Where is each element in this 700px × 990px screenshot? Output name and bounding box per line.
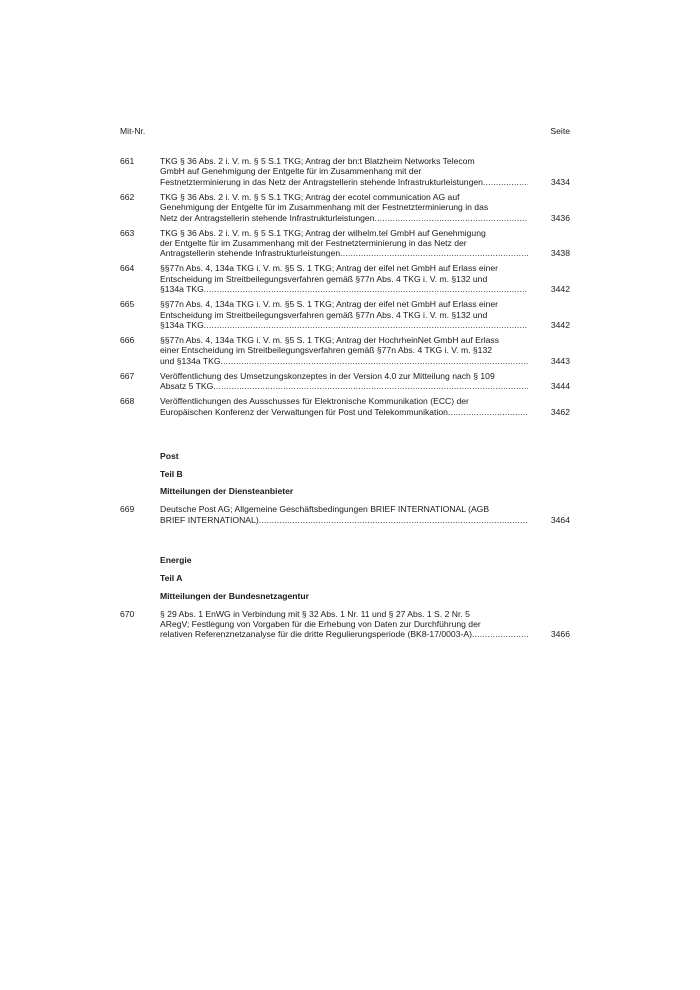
entry-title-last-line [160, 515, 528, 525]
entry-page-number: 3434 [550, 176, 570, 187]
entry-title-last-line [160, 320, 528, 330]
entry-title-last-line [160, 248, 528, 258]
entry-title-line: TKG § 36 Abs. 2 i. V. m. § 5 S.1 TKG; Antrag der bn:t Blatzheim Networks Telecom [160, 156, 475, 166]
toc-entry [120, 299, 570, 330]
entry-page-number: 3436 [550, 212, 570, 223]
toc-entry [120, 504, 570, 525]
dot-leader [213, 381, 528, 391]
entry-title-line: Veröffentlichungen des Ausschusses für Elektronische Kommunikation (ECC) der [160, 396, 469, 407]
section-energie-heading [160, 552, 570, 605]
toc-entry [120, 156, 570, 187]
entry-number: 662 [120, 191, 135, 202]
entry-page-number: 3438 [550, 248, 570, 259]
entry-title-line: Festnetzterminierung in das Netz der Antragstellerin stehende Infrastrukturleistungen [160, 176, 483, 187]
dot-leader [375, 213, 529, 223]
tkg-entry-list [120, 156, 570, 417]
entry-title-line: Entscheidung im Streitbeilegungsverfahren gemäß §77n Abs. 4 TKG i. V. m. §132 und [160, 309, 488, 320]
entry-title-line: §134a TKG [160, 284, 204, 295]
entry-title-line: §§77n Abs. 4, 134a TKG i. V. m. §5 S. 1 TKG; Antrag der eifel net GmbH auf Erlass einer [160, 299, 499, 310]
entry-title-line: Genehmigung der Entgelte für im Zusammenhang mit der Festnetzterminierung in das [160, 202, 489, 213]
toc-entry [120, 371, 570, 392]
entry-number: 663 [120, 227, 135, 238]
entry-number: 664 [120, 263, 135, 274]
entry-title-line: Antragstellerin stehende Infrastrukturleistungen [160, 248, 341, 259]
dot-leader [472, 629, 528, 639]
entry-title-line: ARegV; Festlegung von Vorgaben für die Erhebung von Daten zur Durchführung der [160, 619, 481, 630]
entry-page-number: 3443 [550, 355, 570, 366]
entry-page-number: 3442 [550, 320, 570, 331]
entry-page-number: 3444 [550, 381, 570, 392]
entry-number: 668 [120, 396, 135, 407]
dot-leader [259, 515, 528, 525]
entry-title-line: TKG § 36 Abs. 2 i. V. m. § 5 S.1 TKG; Antrag der ecotel communication AG auf [160, 191, 460, 202]
entry-title [160, 335, 528, 366]
dot-leader [483, 177, 528, 187]
entry-title-last-line [160, 407, 528, 417]
toc-entry [120, 192, 570, 223]
entry-number: 670 [120, 608, 135, 619]
entry-title-last-line [160, 177, 528, 187]
energie-entry-list [120, 609, 570, 640]
entry-title-last-line [160, 213, 528, 223]
toc-entry [120, 396, 570, 417]
entry-title [160, 371, 528, 392]
entry-title-last-line [160, 284, 528, 294]
entry-number: 661 [120, 156, 135, 166]
toc-entry [120, 609, 570, 640]
entry-title-line: Veröffentlichung des Umsetzungskonzeptes in der Version 4.0 zur Mitteilung nach § 109 [160, 370, 495, 381]
entry-title [160, 263, 528, 294]
entry-number: 665 [120, 299, 135, 310]
entry-title-line: Netz der Antragstellerin stehende Infrastrukturleistungen [160, 212, 375, 223]
dot-leader [204, 320, 528, 330]
entry-title [160, 228, 528, 259]
entry-page-number: 3464 [550, 514, 570, 525]
entry-title-last-line [160, 356, 528, 366]
dot-leader [448, 407, 528, 417]
entry-title [160, 299, 528, 330]
entry-page-number: 3462 [550, 406, 570, 417]
entry-title-line: § 29 Abs. 1 EnWG in Verbindung mit § 32 Abs. 1 Nr. 11 und § 27 Abs. 1 S. 2 Nr. 5 [160, 608, 470, 619]
entry-title-line: TKG § 36 Abs. 2 i. V. m. § 5 S.1 TKG; Antrag der wilhelm.tel GmbH auf Genehmigung [160, 227, 486, 238]
entry-title [160, 192, 528, 223]
column-header-page: Seite [550, 126, 570, 136]
column-header-number: Mit-Nr. [120, 126, 146, 136]
entry-number: 669 [120, 504, 135, 515]
post-entry-list [120, 504, 570, 525]
section-title: Post [160, 451, 179, 462]
entry-page-number: 3466 [550, 629, 570, 640]
entry-title [160, 396, 528, 417]
entry-title-line: BRIEF INTERNATIONAL) [160, 514, 259, 525]
entry-title-line: Deutsche Post AG; Allgemeine Geschäftsbedingungen BRIEF INTERNATIONAL (AGB [160, 504, 490, 515]
section-part: Teil A [160, 573, 183, 584]
entry-page-number: 3442 [550, 284, 570, 295]
section-post-heading [160, 448, 570, 501]
entry-title-line: §§77n Abs. 4, 134a TKG i. V. m. §5 S. 1 TKG; Antrag der eifel net GmbH auf Erlass einer [160, 263, 499, 274]
section-part: Teil B [160, 468, 183, 479]
entry-title-line: und §134a TKG [160, 355, 221, 366]
entry-title-line: §§77n Abs. 4, 134a TKG i. V. m. §5 S. 1 TKG; Antrag der HochrheinNet GmbH auf Erlass [160, 335, 499, 346]
dot-leader [221, 356, 528, 366]
dot-leader [204, 284, 528, 294]
toc-entry [120, 263, 570, 294]
entry-number: 667 [120, 370, 135, 381]
entry-title-line: GmbH auf Genehmigung der Entgelte für im Zusammenhang mit der [160, 166, 422, 177]
table-of-contents [120, 156, 570, 644]
entry-number: 666 [120, 335, 135, 346]
entry-title-line: der Entgelte für im Zusammenhang mit der Festnetzterminierung in das Netz der [160, 238, 467, 249]
entry-title-line: Entscheidung im Streitbeilegungsverfahren gemäß §77n Abs. 4 TKG i. V. m. §132 und [160, 273, 488, 284]
dot-leader [340, 248, 528, 258]
entry-title [160, 504, 528, 525]
entry-title-line: Europäischen Konferenz der Verwaltungen für Post und Telekommunikation [160, 406, 448, 417]
entry-title [160, 609, 528, 640]
entry-title-line: einer Entscheidung im Streitbeilegungsverfahren gemäß §77n Abs. 4 TKG i. V. m. §132 [160, 345, 493, 356]
entry-title-last-line [160, 381, 528, 391]
entry-title-last-line [160, 629, 528, 639]
section-subtitle: Mitteilungen der Bundesnetzagentur [160, 590, 309, 601]
toc-entry [120, 335, 570, 366]
section-title: Energie [160, 555, 192, 566]
section-subtitle: Mitteilungen der Diensteanbieter [160, 486, 294, 497]
entry-title-line: relativen Referenznetzanalyse für die dritte Regulierungsperiode (BK8-17/0003-A) [160, 629, 472, 640]
toc-entry [120, 228, 570, 259]
entry-title [160, 156, 528, 187]
entry-title-line: §134a TKG [160, 320, 204, 331]
entry-title-line: Absatz 5 TKG [160, 381, 214, 392]
